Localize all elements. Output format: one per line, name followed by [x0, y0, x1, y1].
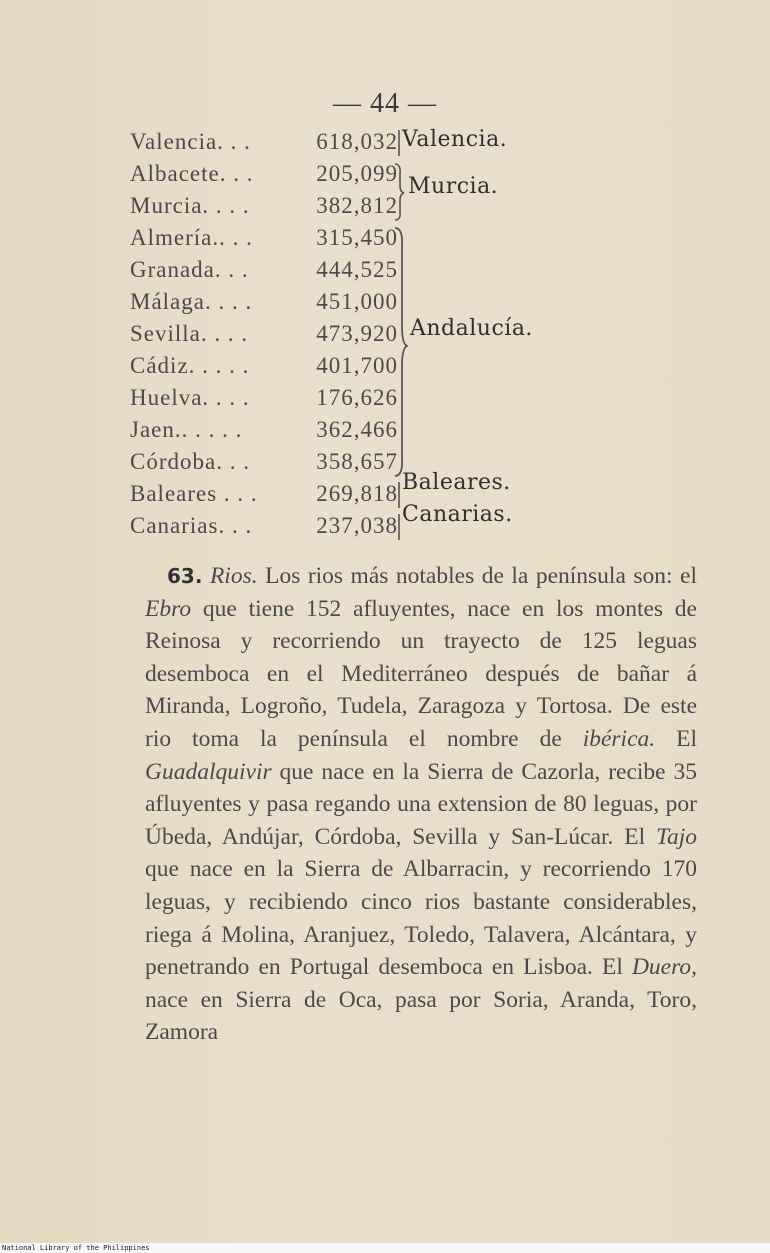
- population-value: 315,450: [316, 225, 398, 250]
- paragraph-text: El: [655, 725, 697, 752]
- province-name: Córdoba. . .: [130, 449, 250, 474]
- province-name: Granada. . .: [130, 257, 249, 282]
- library-credit: National Library of the Philippines: [2, 1244, 150, 1252]
- province-name: Almería.. . .: [130, 225, 253, 250]
- paragraph-text: que nace en la Sierra de Albarracin, y recorriendo 170 leguas, y recibiendo cinco rios bastante considerables, riega á Molina, Aranjuez, Toledo, Talavera, Alcántara, y penetrando en Portugal desemboca en Lisboa. El: [145, 856, 697, 981]
- paragraph-text: Los rios más notables de la península son: el: [257, 563, 698, 589]
- bracket-andalucia: [392, 226, 408, 478]
- province-name: Baleares . . .: [130, 481, 258, 506]
- province-name: Málaga. . . .: [130, 289, 253, 314]
- paragraph-text: que tiene 152 afluyentes, nace en los montes de Reinosa y recorriendo un trayecto de 125 leguas desemboca en el Mediterráneo después de bañar á Miranda, Logroño, Tudela, Zaragoza y Tortosa. De este rio toma la península el nombre de: [145, 595, 697, 752]
- population-value: 358,657: [316, 449, 398, 474]
- river-name-guadalquivir: Guadalquivir: [145, 758, 272, 785]
- province-name: Valencia. . .: [130, 129, 251, 154]
- province-name: Murcia. . . .: [130, 193, 250, 218]
- river-name-duero: Duero,: [631, 954, 697, 981]
- province-name: Sevilla. . . .: [130, 321, 249, 346]
- population-value: 205,099: [316, 161, 398, 186]
- population-value: 451,000: [316, 289, 398, 314]
- province-name: Canarias. . .: [130, 513, 253, 538]
- population-value: 176,626: [316, 385, 398, 410]
- province-name: Cádiz. . . . .: [130, 353, 250, 378]
- paragraph-heading: Rios.: [209, 563, 258, 589]
- population-value: 401,700: [316, 353, 398, 378]
- region-canarias: Canarias.: [402, 502, 513, 527]
- river-name-ebro: Ebro: [145, 595, 192, 622]
- population-value: 269,818: [316, 481, 398, 506]
- province-name: Jaen.. . . . .: [130, 417, 243, 442]
- river-name-tajo: Tajo: [656, 823, 697, 850]
- population-value: 473,920: [316, 321, 398, 346]
- population-value: 362,466: [316, 417, 398, 442]
- region-baleares: Baleares.: [402, 470, 511, 495]
- page-number: — 44 —: [333, 88, 437, 119]
- footer-bar: [0, 1243, 770, 1253]
- province-name: Huelva. . . .: [130, 385, 250, 410]
- population-value: 382,812: [316, 193, 398, 218]
- paragraph-number: 63.: [167, 564, 203, 588]
- region-valencia: Valencia.: [402, 127, 508, 152]
- bracket-murcia: [392, 162, 406, 222]
- paragraph-text: que nace en la Sierra de Cazorla, recibe 35 afluyentes y pasa regando una extension de 80 leguas, por Úbeda, Andújar, Córdoba, Sevilla y San-Lúcar. El: [145, 758, 697, 850]
- term-iberica: ibérica.: [582, 725, 656, 752]
- region-murcia: Murcia.: [408, 174, 499, 199]
- paragraph-text: nace en Sierra de Oca, pasa por Soria, Aranda, Toro, Zamora: [145, 986, 697, 1046]
- population-value: 618,032: [316, 129, 398, 154]
- province-name: Albacete. . .: [130, 161, 254, 186]
- region-andalucia: Andalucía.: [410, 316, 533, 341]
- population-value: 444,525: [316, 257, 398, 282]
- population-value: 237,038: [316, 513, 398, 538]
- rivers-paragraph: [145, 560, 697, 1049]
